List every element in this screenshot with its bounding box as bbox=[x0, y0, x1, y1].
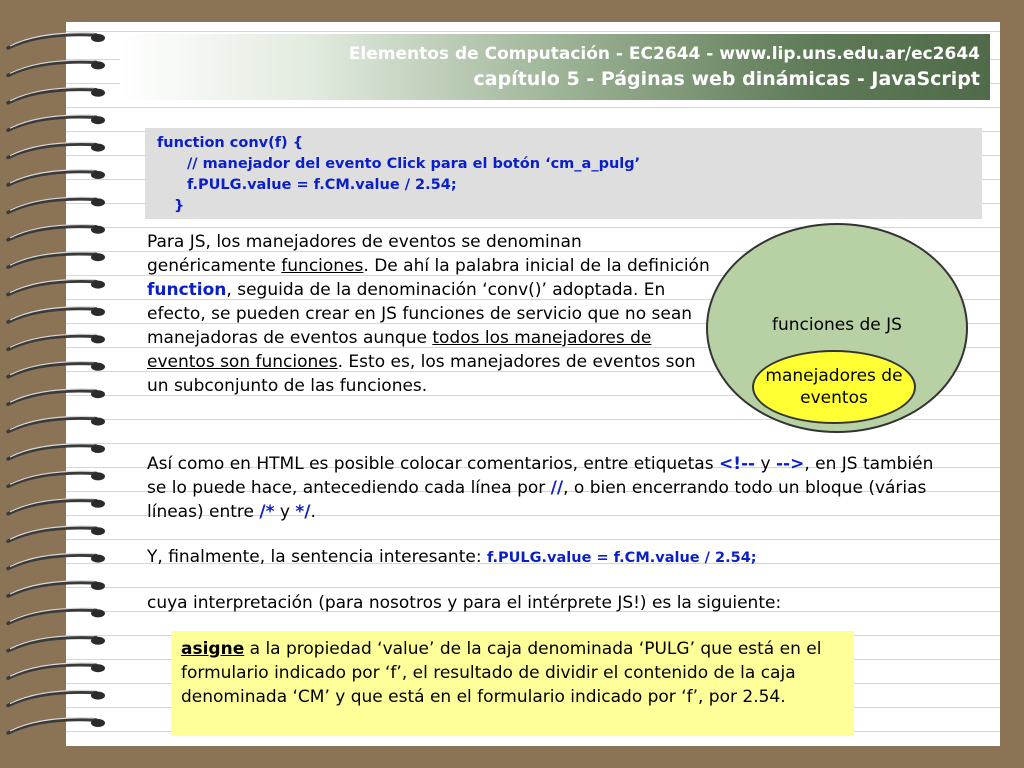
spiral-ring bbox=[8, 88, 105, 103]
spiral-ring bbox=[8, 581, 105, 596]
spiral-ring bbox=[8, 389, 105, 404]
spiral-ring bbox=[8, 499, 105, 514]
para1-underline-1: funciones bbox=[281, 256, 364, 276]
para1-text-2: . De ahí la palabra inicial de la definición bbox=[363, 256, 710, 276]
paragraph-interpretation: cuya interpretación (para nosotros y para el intérprete JS!) es la siguiente: bbox=[147, 593, 782, 613]
inner-ellipse-label: manejadores de eventos bbox=[765, 366, 903, 408]
inner-ellipse bbox=[752, 350, 916, 424]
spiral-ring bbox=[8, 690, 105, 705]
spiral-ring bbox=[8, 279, 105, 294]
spiral-ring bbox=[8, 444, 105, 459]
assign-keyword: asigne bbox=[181, 639, 245, 659]
spiral-ring bbox=[8, 526, 105, 541]
spiral-ring bbox=[8, 142, 105, 157]
spiral-ring bbox=[8, 718, 105, 733]
para2-text-2: y bbox=[755, 454, 776, 474]
spiral-ring bbox=[8, 197, 105, 212]
para2-text-4: , o bien encerrando todo un bloque (várias líneas) entre bbox=[147, 478, 927, 522]
para1-underline-2: todos los manejadores de eventos son funciones bbox=[147, 328, 652, 372]
spiral-ring bbox=[8, 416, 105, 431]
spiral-ring bbox=[8, 307, 105, 322]
js-block-comment-open: /* bbox=[259, 502, 275, 522]
outer-ellipse-label: funciones de JS bbox=[772, 315, 902, 335]
code-line-3: f.PULG.value = f.CM.value / 2.54; bbox=[187, 177, 457, 193]
para2-text-6: . bbox=[310, 502, 316, 522]
para2-text-3: , en JS también se lo puede hace, antecediendo cada línea por bbox=[147, 454, 934, 498]
chapter-title: capítulo 5 - Páginas web dinámicas - JavaScript bbox=[473, 68, 980, 90]
slide-header bbox=[120, 34, 990, 100]
para1-text-3: , seguida de la denominación ‘conv()’ adoptada. En efecto, se pueden crear en JS funciones de servicio que no sean manejadoras de eventos aunque bbox=[147, 280, 693, 348]
statement-code: f.PULG.value = f.CM.value / 2.54; bbox=[486, 550, 757, 566]
spiral-ring bbox=[8, 362, 105, 377]
code-line-1: function conv(f) { bbox=[157, 135, 304, 151]
spiral-ring bbox=[8, 60, 105, 75]
para3-text: Y, finalmente, la sentencia interesante: bbox=[147, 547, 487, 567]
code-block bbox=[145, 128, 982, 219]
spiral-ring bbox=[8, 115, 105, 130]
para1-text-1: Para JS, los manejadores de eventos se denominan genéricamente bbox=[147, 232, 582, 276]
code-line-4: } bbox=[174, 198, 185, 214]
para1-text-4: . Esto es, los manejadores de eventos son un subconjunto de las funciones. bbox=[147, 352, 696, 396]
spiral-ring bbox=[8, 471, 105, 486]
paragraph-functions bbox=[147, 230, 712, 398]
html-comment-close: --> bbox=[775, 454, 805, 474]
spiral-ring bbox=[8, 663, 105, 678]
spiral-ring bbox=[8, 608, 105, 623]
code-line-2: // manejador del evento Click para el botón ‘cm_a_pulg’ bbox=[187, 156, 641, 172]
paragraph-statement bbox=[147, 545, 957, 570]
spiral-ring bbox=[8, 636, 105, 651]
spiral-ring bbox=[8, 170, 105, 185]
interpretation-box bbox=[171, 631, 854, 736]
para2-text-1: Así como en HTML es posible colocar comentarios, entre etiquetas bbox=[147, 454, 719, 474]
html-comment-open: <!-- bbox=[718, 454, 756, 474]
para2-text-5: y bbox=[274, 502, 296, 522]
spiral-ring bbox=[8, 252, 105, 267]
spiral-ring bbox=[8, 553, 105, 568]
js-line-comment: // bbox=[550, 478, 564, 498]
js-block-comment-close: */ bbox=[295, 502, 311, 522]
spiral-ring bbox=[8, 334, 105, 349]
venn-diagram bbox=[706, 223, 968, 435]
interpretation-text: a la propiedad ‘value’ de la caja denominada ‘PULG’ que está en el formulario indicado por ‘f’, el resultado de dividir el contenido de la caja denominada ‘CM’ y que está en el formulario indicado por ‘f’, por 2.54. bbox=[181, 639, 822, 707]
para1-keyword: function bbox=[147, 280, 227, 300]
spiral-ring bbox=[8, 33, 105, 48]
course-title: Elementos de Computación - EC2644 - www.lip.uns.edu.ar/ec2644 bbox=[348, 44, 980, 64]
spiral-ring bbox=[8, 225, 105, 240]
spiral-binding bbox=[0, 0, 120, 768]
paragraph-comments bbox=[147, 452, 957, 524]
